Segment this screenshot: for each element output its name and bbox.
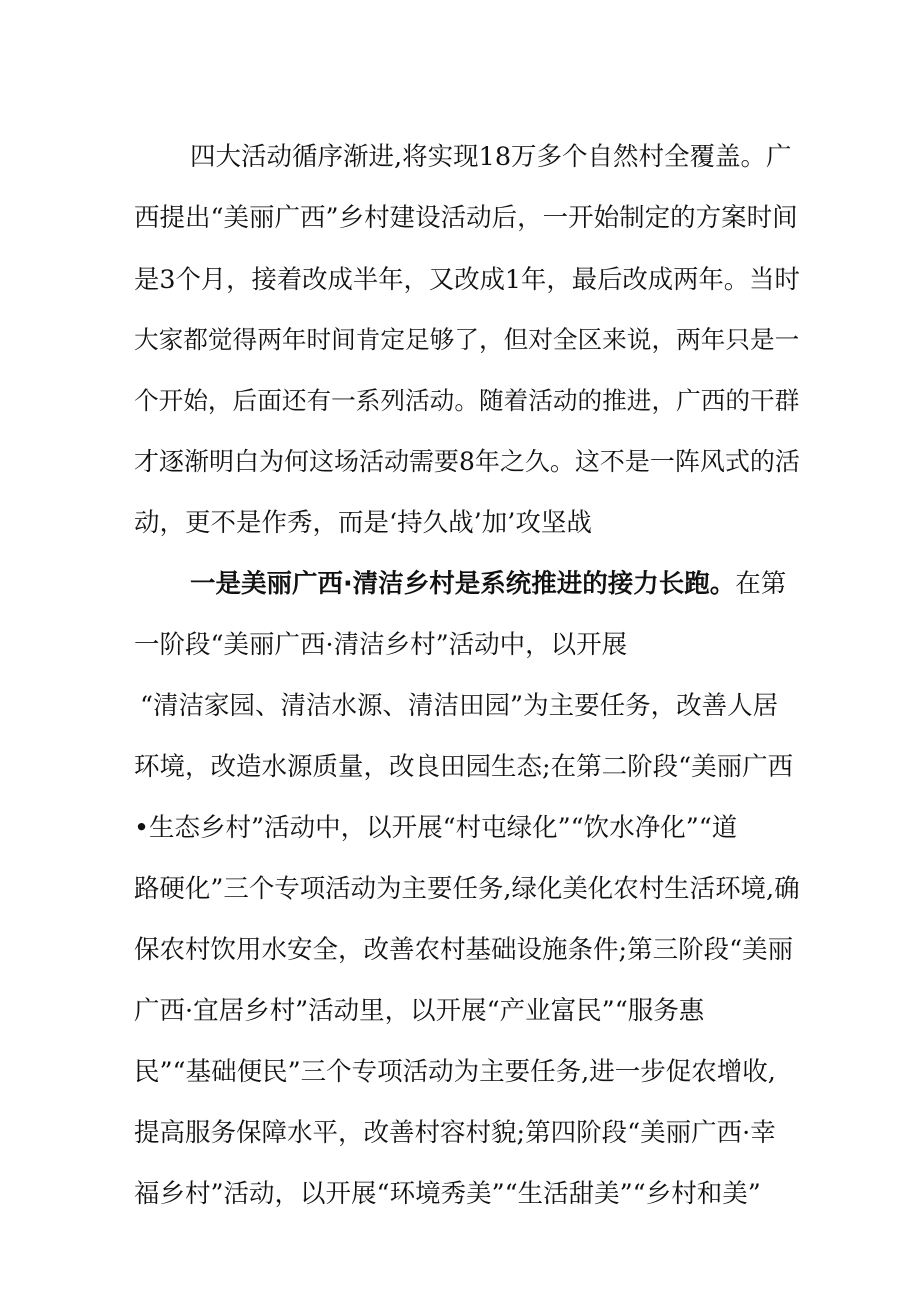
paragraph2-line-8: 广西·宜居乡村”活动里，以开展“产业富民”“服务惠 [134, 996, 705, 1026]
paragraph2-line-7: 保农村饮用水安全，改善农村基础设施条件;第三阶段“美丽 [134, 935, 794, 965]
paragraph2-line-11: 福乡村”活动，以开展“环境秀美”“生活甜美”“乡村和美” [134, 1179, 761, 1209]
paragraph1-line-7: 动，更不是作秀，而是‘持久战’加’攻坚战 [134, 508, 592, 538]
paragraph1-line-3: 是3个月，接着改成半年，又改成1年，最后改成两年。当时 [134, 264, 800, 294]
paragraph1-line-1: 四大活动循序渐进,将实现18万多个自然村全覆盖。广 [190, 142, 792, 172]
paragraph2-line-5: •生态乡村”活动中，以开展“村屯绿化”“饮水净化”“道 [134, 813, 738, 843]
paragraph2-line-9: 民”“基础便民”三个专项活动为主要任务,进一步促农增收, [134, 1057, 776, 1087]
paragraph1-line-4: 大家都觉得两年时间肯定足够了，但对全区来说，两年只是一 [134, 325, 800, 354]
paragraph2-line-1 [190, 568, 786, 600]
paragraph1-line-6: 才逐渐明白为何这场活动需要8年之久。这不是一阵风式的活 [134, 447, 800, 476]
paragraph1-line-2: 西提出“美丽广西”乡村建设活动后，一开始制定的方案时间 [134, 203, 798, 233]
paragraph2-lead-heading: 一是美丽广西·清洁乡村是系统推进的接力长跑。 [190, 569, 736, 599]
paragraph2-line-4: 环境，改造水源质量，改良田园生态;在第二阶段“美丽广西 [134, 752, 794, 782]
paragraph2-lead-rest: 在第 [735, 569, 787, 599]
paragraph2-line-10: 提高服务保障水平，改善村容村貌;第四阶段“美丽广西·幸 [134, 1118, 776, 1148]
paragraph2-line-3: “清洁家园、清洁水源、清洁田园”为主要任务，改善人居 [140, 691, 779, 721]
paragraph1-line-5: 个开始，后面还有一系列活动。随着活动的推进，广西的干群 [134, 386, 800, 415]
paragraph2-line-2: 一阶段“美丽广西·清洁乡村”活动中，以开展 [134, 630, 628, 660]
paragraph2-line-6: 路硬化”三个专项活动为主要任务,绿化美化农村生活环境,确 [134, 874, 800, 904]
